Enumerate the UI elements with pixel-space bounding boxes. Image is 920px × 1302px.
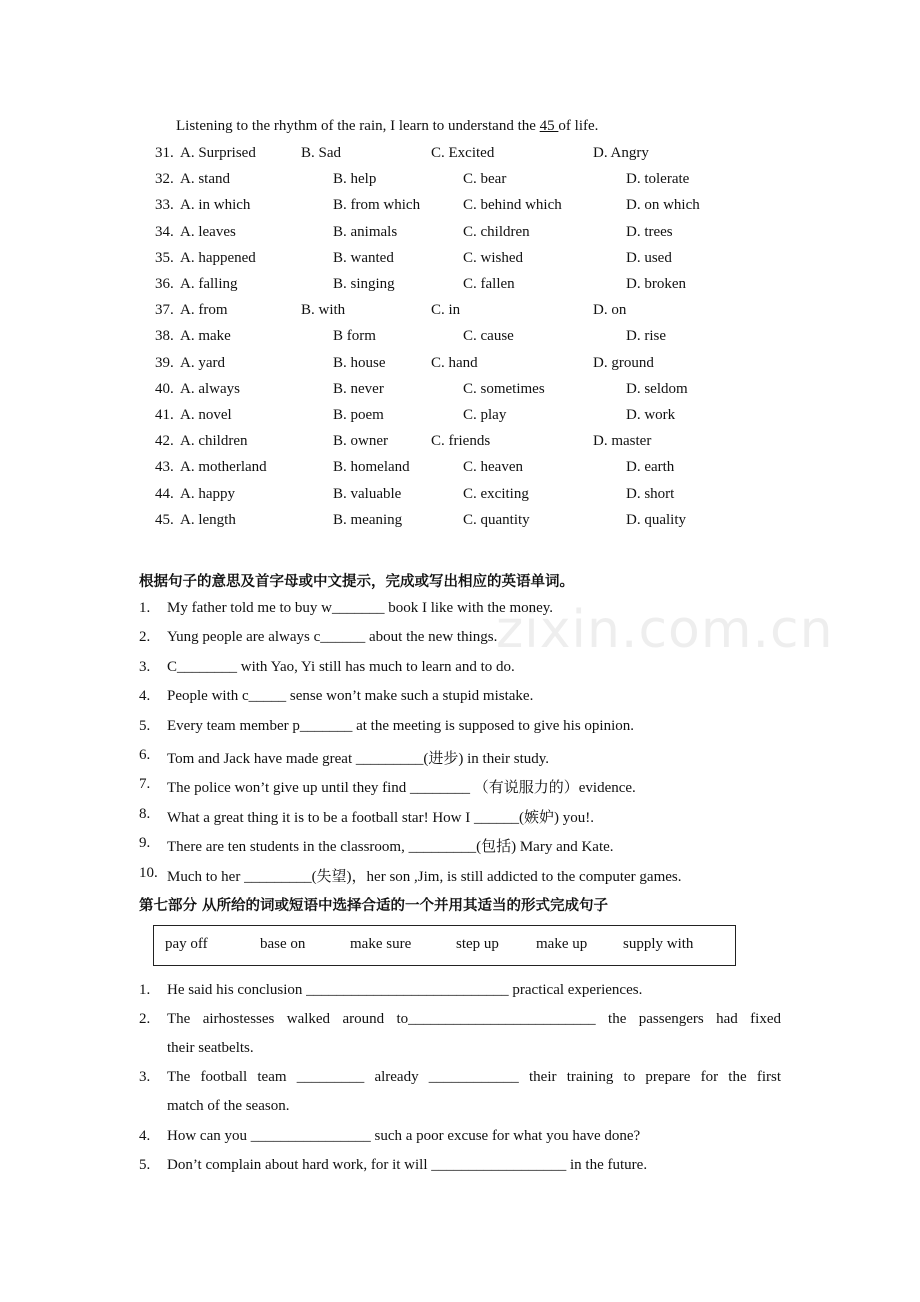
question-number: 45. xyxy=(155,512,174,528)
item-number: 3. xyxy=(139,659,151,675)
option-a: A. length xyxy=(180,512,236,528)
option-c: C. bear xyxy=(463,171,507,187)
sentence: Tom and Jack have made great _________(进步) in their study. xyxy=(167,751,550,767)
sentence: There are ten students in the classroom, _________(包括) Mary and Kate. xyxy=(167,839,614,855)
question-number: 44. xyxy=(155,486,174,502)
sentence: What a great thing it is to be a football star! How I ______(嫉妒) you!. xyxy=(167,810,594,826)
option-a: A. happy xyxy=(180,486,235,502)
sentence-line: their seatbelts. xyxy=(167,1040,254,1056)
blank-45: 45 xyxy=(539,118,559,134)
item-number: 1. xyxy=(139,600,151,616)
option-d: D. seldom xyxy=(626,381,688,397)
section-heading-seven: 第七部分 从所给的词或短语中选择合适的一个并用其适当的形式完成句子 xyxy=(139,898,609,914)
option-c: C. exciting xyxy=(463,486,529,502)
word-bank-item: make sure xyxy=(350,936,412,952)
option-d: D. used xyxy=(626,250,672,266)
sentence-line: He said his conclusion ___________________________ practical experiences. xyxy=(167,982,643,998)
sentence: Yung people are always c______ about the new things. xyxy=(167,629,498,645)
item-number: 3. xyxy=(139,1069,151,1085)
sentence: The police won’t give up until they find ________ （有说服力的）evidence. xyxy=(167,780,636,796)
passage-text-end: of life. xyxy=(558,118,599,134)
option-b: B. poem xyxy=(333,407,384,423)
option-b: B. wanted xyxy=(333,250,394,266)
option-b: B. Sad xyxy=(301,145,342,161)
question-number: 40. xyxy=(155,381,174,397)
item-number: 5. xyxy=(139,718,151,734)
question-number: 43. xyxy=(155,459,174,475)
option-a: A. happened xyxy=(180,250,256,266)
item-number: 8. xyxy=(139,806,151,822)
option-b: B. homeland xyxy=(333,459,410,475)
passage-last-line xyxy=(176,118,598,135)
question-number: 34. xyxy=(155,224,174,240)
option-c: C. friends xyxy=(431,433,491,449)
option-a: A. from xyxy=(180,302,228,318)
option-c: C. heaven xyxy=(463,459,523,475)
question-number: 36. xyxy=(155,276,174,292)
option-c: C. hand xyxy=(431,355,478,371)
question-number: 32. xyxy=(155,171,174,187)
option-a: A. motherland xyxy=(180,459,267,475)
option-b: B. with xyxy=(301,302,346,318)
option-a: A. novel xyxy=(180,407,232,423)
option-b: B. never xyxy=(333,381,384,397)
section-heading-fill-in: 根据句子的意思及首字母或中文提示，完成或写出相应的英语单词。 xyxy=(139,574,574,590)
option-d: D. rise xyxy=(626,328,666,344)
option-c: C. fallen xyxy=(463,276,515,292)
option-b: B. house xyxy=(333,355,386,371)
option-c: C. quantity xyxy=(463,512,530,528)
option-b: B. valuable xyxy=(333,486,402,502)
word-bank-item: step up xyxy=(456,936,499,952)
option-a: A. always xyxy=(180,381,240,397)
option-c: C. cause xyxy=(463,328,514,344)
option-d: D. on xyxy=(593,302,627,318)
word-bank-item: supply with xyxy=(623,936,694,952)
sentence-line: How can you ________________ such a poor excuse for what you have done? xyxy=(167,1128,641,1144)
word-bank-item: make up xyxy=(536,936,588,952)
option-a: A. Surprised xyxy=(180,145,256,161)
sentence-line: Don’t complain about hard work, for it will __________________ in the future. xyxy=(167,1157,648,1173)
item-number: 2. xyxy=(139,629,151,645)
sentence: People with c_____ sense won’t make such a stupid mistake. xyxy=(167,688,534,704)
option-c: C. behind which xyxy=(463,197,562,213)
option-a: A. children xyxy=(180,433,248,449)
option-b: B. help xyxy=(333,171,377,187)
option-a: A. yard xyxy=(180,355,225,371)
item-number: 5. xyxy=(139,1157,151,1173)
item-number: 1. xyxy=(139,982,151,998)
option-b: B. animals xyxy=(333,224,398,240)
sentence-line: The football team _________ already ____________ their training to prepare for the first xyxy=(167,1069,781,1085)
sentence-line: The airhostesses walked around to_________________________ the passengers had fixed xyxy=(167,1011,781,1027)
sentence: Every team member p_______ at the meeting is supposed to give his opinion. xyxy=(167,718,634,734)
option-b: B. singing xyxy=(333,276,395,292)
question-number: 33. xyxy=(155,197,174,213)
option-b: B form xyxy=(333,328,376,344)
option-d: D. Angry xyxy=(593,145,649,161)
option-d: D. on which xyxy=(626,197,700,213)
item-number: 9. xyxy=(139,835,151,851)
sentence: Much to her _________(失望)，her son ,Jim, is still addicted to the computer games. xyxy=(167,869,682,885)
sentence-line: match of the season. xyxy=(167,1098,290,1114)
option-d: D. tolerate xyxy=(626,171,690,187)
watermark: zixin.com.cn xyxy=(496,600,834,660)
item-number: 6. xyxy=(139,747,151,763)
option-d: D. quality xyxy=(626,512,686,528)
option-d: D. ground xyxy=(593,355,654,371)
option-d: D. earth xyxy=(626,459,675,475)
option-d: D. work xyxy=(626,407,676,423)
option-c: C. children xyxy=(463,224,530,240)
option-b: B. meaning xyxy=(333,512,403,528)
question-number: 37. xyxy=(155,302,174,318)
passage-text: Listening to the rhythm of the rain, I learn to understand the xyxy=(176,118,540,134)
word-bank-item: base on xyxy=(260,936,306,952)
option-a: A. leaves xyxy=(180,224,236,240)
option-d: D. trees xyxy=(626,224,673,240)
option-a: A. falling xyxy=(180,276,238,292)
item-number: 4. xyxy=(139,688,151,704)
option-c: C. wished xyxy=(463,250,523,266)
option-d: D. broken xyxy=(626,276,686,292)
word-bank-item: pay off xyxy=(165,936,208,952)
question-number: 42. xyxy=(155,433,174,449)
item-number: 10. xyxy=(139,865,158,881)
item-number: 4. xyxy=(139,1128,151,1144)
option-a: A. in which xyxy=(180,197,251,213)
question-number: 39. xyxy=(155,355,174,371)
option-a: A. stand xyxy=(180,171,230,187)
option-a: A. make xyxy=(180,328,231,344)
question-number: 41. xyxy=(155,407,174,423)
item-number: 7. xyxy=(139,776,151,792)
option-c: C. Excited xyxy=(431,145,495,161)
question-number: 31. xyxy=(155,145,174,161)
option-d: D. master xyxy=(593,433,652,449)
item-number: 2. xyxy=(139,1011,151,1027)
question-number: 38. xyxy=(155,328,174,344)
option-c: C. sometimes xyxy=(463,381,545,397)
sentence: My father told me to buy w_______ book I like with the money. xyxy=(167,600,554,616)
option-c: C. play xyxy=(463,407,507,423)
question-number: 35. xyxy=(155,250,174,266)
option-d: D. short xyxy=(626,486,675,502)
sentence: C________ with Yao, Yi still has much to learn and to do. xyxy=(167,659,515,675)
option-c: C. in xyxy=(431,302,461,318)
option-b: B. owner xyxy=(333,433,388,449)
word-bank-box xyxy=(153,925,736,966)
option-b: B. from which xyxy=(333,197,421,213)
